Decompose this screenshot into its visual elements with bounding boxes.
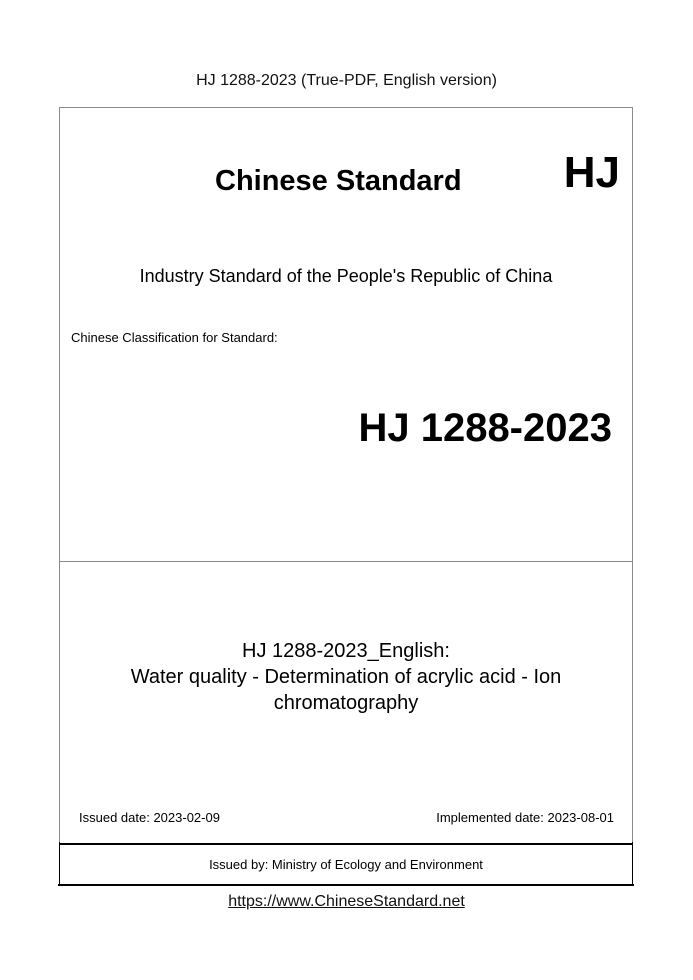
cover-frame xyxy=(59,107,633,885)
issuer-box-bottom-border xyxy=(58,884,634,886)
classification-label: Chinese Classification for Standard: xyxy=(71,330,278,345)
cover-title-panel xyxy=(60,562,632,844)
document-title xyxy=(60,638,632,716)
issuer-panel xyxy=(60,844,632,885)
cover-code-short: HJ xyxy=(563,148,620,197)
page-header: HJ 1288-2023 (True-PDF, English version) xyxy=(196,72,497,89)
implemented-date: Implemented date: 2023-08-01 xyxy=(436,810,614,825)
issued-by: Issued by: Ministry of Ecology and Environment xyxy=(209,857,483,872)
document-title-line: Water quality - Determination of acrylic acid - Ion xyxy=(130,666,562,688)
standard-number: HJ 1288-2023 xyxy=(358,406,612,450)
website-link[interactable]: https://www.ChineseStandard.net xyxy=(228,893,465,910)
industry-standard-line: Industry Standard of the People's Republic of China xyxy=(139,266,553,286)
cover-title: Chinese Standard xyxy=(215,165,462,197)
issuer-box-right-border xyxy=(632,842,633,885)
issuer-box-left-border xyxy=(59,842,60,885)
cover-top-panel xyxy=(60,108,632,562)
document-title-line: chromatography xyxy=(273,692,419,714)
issued-date: Issued date: 2023-02-09 xyxy=(79,810,220,825)
document-title-line: HJ 1288-2023_English: xyxy=(242,640,450,662)
